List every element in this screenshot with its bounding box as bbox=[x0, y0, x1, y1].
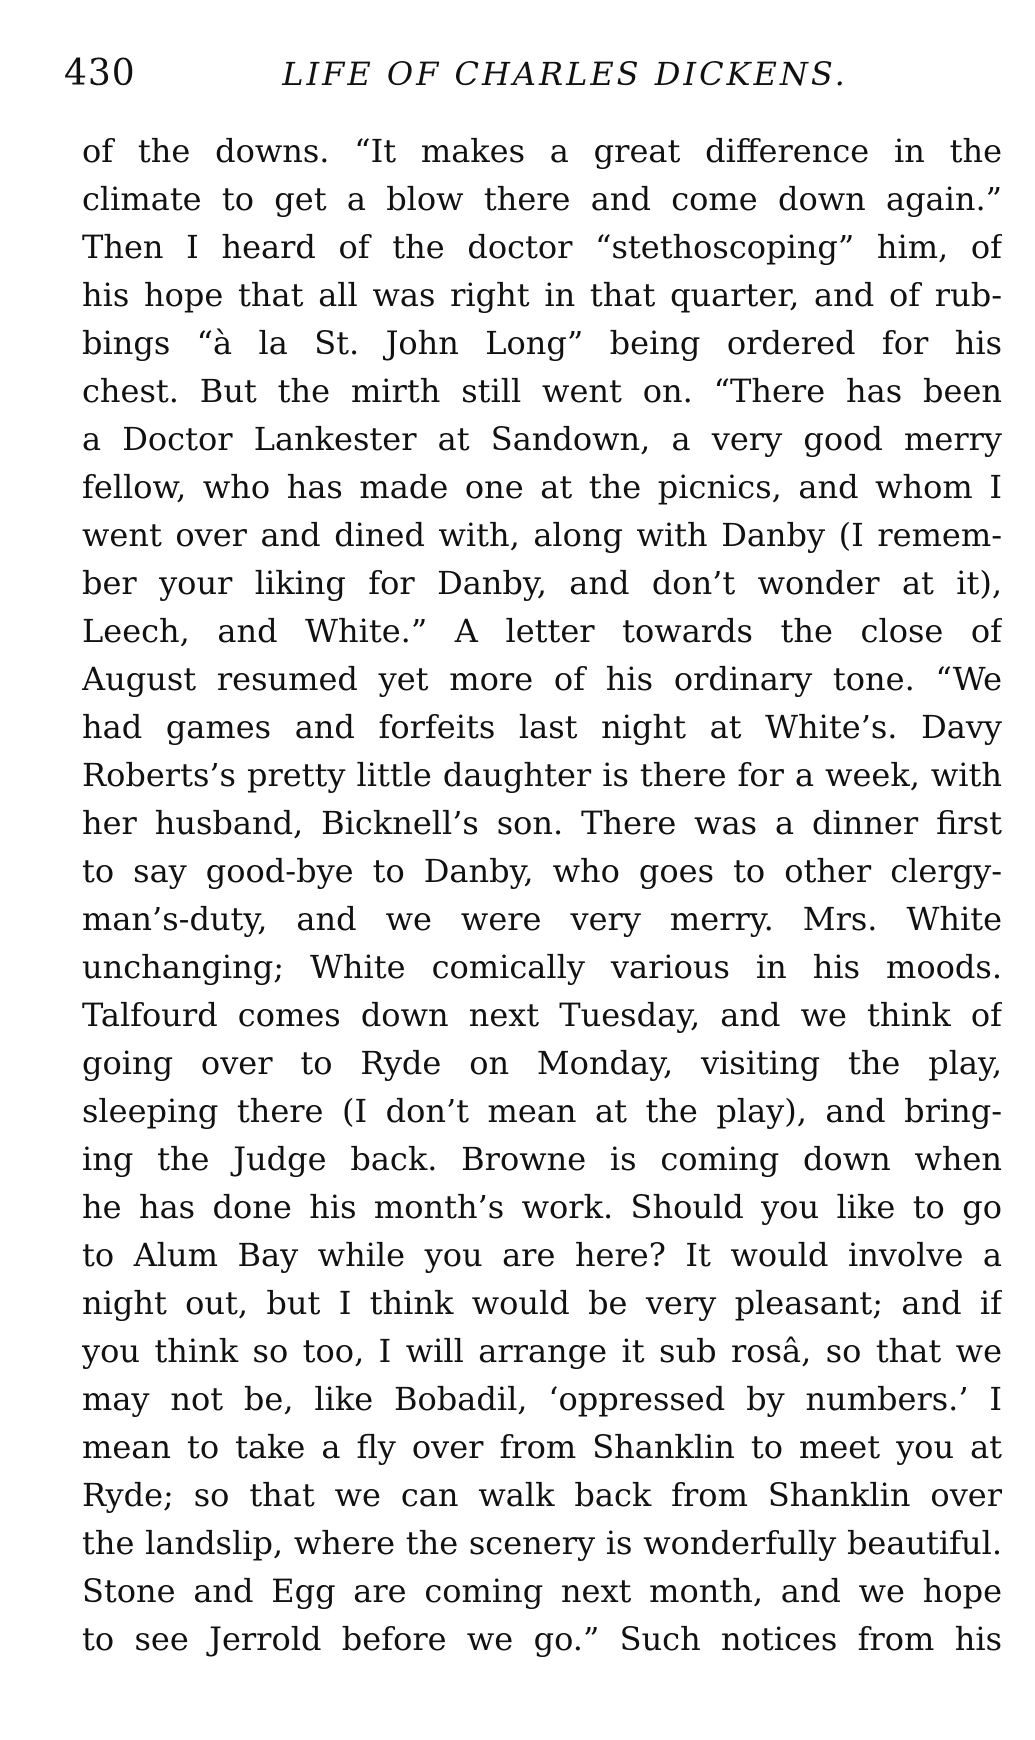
text-line: ing the Judge back. Browne is coming down when bbox=[82, 1140, 1002, 1178]
page-number: 430 bbox=[64, 53, 136, 94]
body-text bbox=[82, 127, 1002, 1663]
text-line: Stone and Egg are coming next month, and we hope bbox=[82, 1572, 1002, 1610]
text-line: her husband, Bicknell’s son. There was a dinner first bbox=[82, 804, 1002, 842]
text-line: went over and dined with, along with Danby (I remem- bbox=[82, 516, 1002, 554]
text-line: ber your liking for Danby, and don’t wonder at it), bbox=[82, 564, 1002, 602]
text-line: had games and forfeits last night at White’s. Davy bbox=[82, 708, 1002, 746]
text-line: chest. But the mirth still went on. “There has been bbox=[82, 372, 1002, 410]
page-header bbox=[60, 50, 1000, 94]
text-line: fellow, who has made one at the picnics, and whom I bbox=[82, 468, 1002, 506]
text-line: Roberts’s pretty little daughter is there for a week, with bbox=[82, 756, 1002, 794]
text-line: to say good-bye to Danby, who goes to other clergy- bbox=[82, 852, 1002, 890]
text-line: August resumed yet more of his ordinary tone. “We bbox=[82, 660, 1002, 698]
text-line: his hope that all was right in that quarter, and of rub- bbox=[82, 276, 1002, 314]
text-line: Ryde; so that we can walk back from Shanklin over bbox=[82, 1476, 1002, 1514]
text-line: to Alum Bay while you are here? It would involve a bbox=[82, 1236, 1002, 1274]
text-line: sleeping there (I don’t mean at the play), and bring- bbox=[82, 1092, 1002, 1130]
text-line: Talfourd comes down next Tuesday, and we think of bbox=[82, 996, 1002, 1034]
text-line: he has done his month’s work. Should you like to go bbox=[82, 1188, 1002, 1226]
text-line: a Doctor Lankester at Sandown, a very good merry bbox=[82, 420, 1002, 458]
text-line: the landslip, where the scenery is wonderfully beautiful. bbox=[82, 1524, 1002, 1562]
text-line: climate to get a blow there and come down again.” bbox=[82, 180, 1002, 218]
text-line: man’s-duty, and we were very merry. Mrs. White bbox=[82, 900, 1002, 938]
text-line: of the downs. “It makes a great difference in the bbox=[82, 132, 1002, 170]
text-line: you think so too, I will arrange it sub rosâ, so that we bbox=[82, 1332, 1002, 1370]
text-line: bings “à la St. John Long” being ordered for his bbox=[82, 324, 1002, 362]
running-title: LIFE OF CHARLES DICKENS. bbox=[282, 55, 848, 93]
text-line: going over to Ryde on Monday, visiting the play, bbox=[82, 1044, 1002, 1082]
text-line: night out, but I think would be very pleasant; and if bbox=[82, 1284, 1002, 1322]
text-line: may not be, like Bobadil, ‘oppressed by numbers.’ I bbox=[82, 1380, 1002, 1418]
text-line: Leech, and White.” A letter towards the close of bbox=[82, 612, 1002, 650]
text-line: unchanging; White comically various in his moods. bbox=[82, 948, 1002, 986]
text-line: to see Jerrold before we go.” Such notices from his bbox=[82, 1620, 1002, 1658]
text-line: Then I heard of the doctor “stethoscoping” him, of bbox=[82, 228, 1002, 266]
text-line: mean to take a fly over from Shanklin to meet you at bbox=[82, 1428, 1002, 1466]
